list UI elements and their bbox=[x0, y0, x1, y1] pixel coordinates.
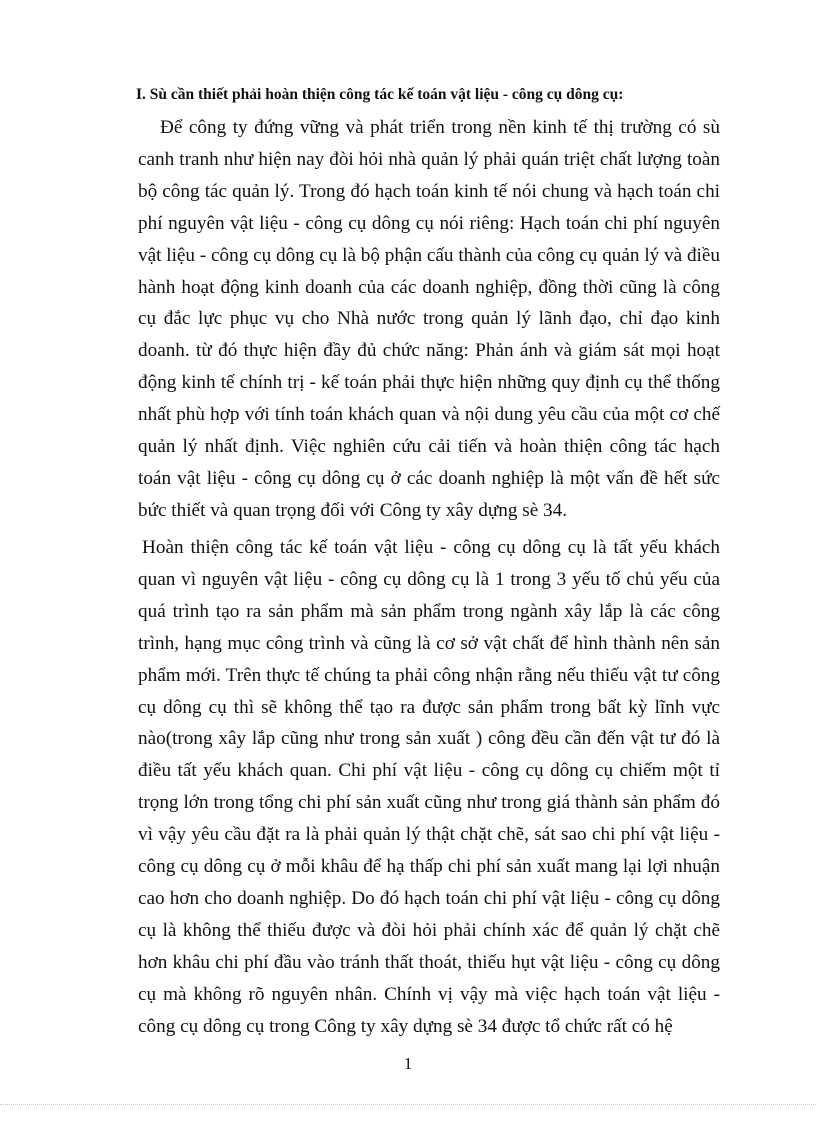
paragraph-1: Để công ty đứng vững và phát triển trong nền kinh tế thị trường có sù canh tranh như hiện nay đòi hỏi nhà quản lý phải quán triệt chất lượng toàn bộ công tác quản lý. Trong đó hạch toán kinh tế nói chung và hạch toán chi phí nguyên vật liệu - công cụ dông cụ nói riêng: Hạch toán chi phí nguyên vật liệu - công cụ dông cụ là bộ phận cấu thành của công cụ quản lý và điều hành hoạt động kinh doanh của các doanh nghiệp, đồng thời cũng là công cụ đắc lực phục vụ cho Nhà nước trong quản lý lãnh đạo, chỉ đạo kinh doanh. từ đó thực hiện đầy đủ chức năng: Phản ánh và giám sát mọi hoạt động kinh tế chính trị - kế toán phải thực hiện những quy định cụ thể thống nhất phù hợp với tính toán khách quan và nội dung yêu cầu của một cơ chế quản lý nhất định. Việc nghiên cứu cải tiến và hoàn thiện công tác hạch toán vật liệu - công cụ dông cụ ở các doanh nghiệp là một vấn đề hết sức bức thiết và quan trọng đối với Công ty xây dựng sè 34. bbox=[138, 117, 720, 521]
page-bottom-divider bbox=[0, 1104, 816, 1105]
section-heading: I. Sù cần thiết phải hoàn thiện công tác kế toán vật liệu - công cụ dông cụ: bbox=[136, 86, 624, 103]
paragraph-2: Hoàn thiện công tác kế toán vật liệu - công cụ dông cụ là tất yếu khách quan vì nguyên vật liệu - công cụ dông cụ là 1 trong 3 yếu tố chủ yếu của quá trình tạo ra sản phẩm mà sản phẩm trong ngành xây lắp là các công trình, hạng mục công trình và cũng là cơ sở vật chất để hình thành nên sản phẩm mới. Trên thực tế chúng ta phải công nhận rằng nếu thiếu vật tư công cụ dông cụ thì sẽ không thể tạo ra được sản phẩm trong bất kỳ lĩnh vực nào(trong xây lắp cũng như trong sản xuất ) công đều cần đến vật tư đó là điều tất yếu khách quan. Chi phí vật liệu - công cụ dông cụ chiếm một tỉ trọng lớn trong tổng chi phí sản xuất cũng như trong giá thành sản phẩm đó vì vậy yêu cầu đặt ra là phải quản lý thật chặt chẽ, sát sao chi phí vật liệu - công cụ dông cụ ở mỗi khâu để hạ thấp chi phí sản xuất mang lại lợi nhuận cao hơn cho doanh nghiệp. Do đó hạch toán chi phí vật liệu - công cụ dông cụ là không thể thiếu được và đòi hỏi phải chính xác để quản lý chặt chẽ hơn khâu chi phí đầu vào tránh thất thoát, thiếu hụt vật liệu - công cụ dông cụ mà không rõ nguyên nhân. Chính vị vậy mà việc hạch toán vật liệu - công cụ dông cụ trong Công ty xây dựng sè 34 được tổ chức rất có hệ bbox=[138, 537, 720, 1037]
page-number: 1 bbox=[403, 1054, 413, 1073]
